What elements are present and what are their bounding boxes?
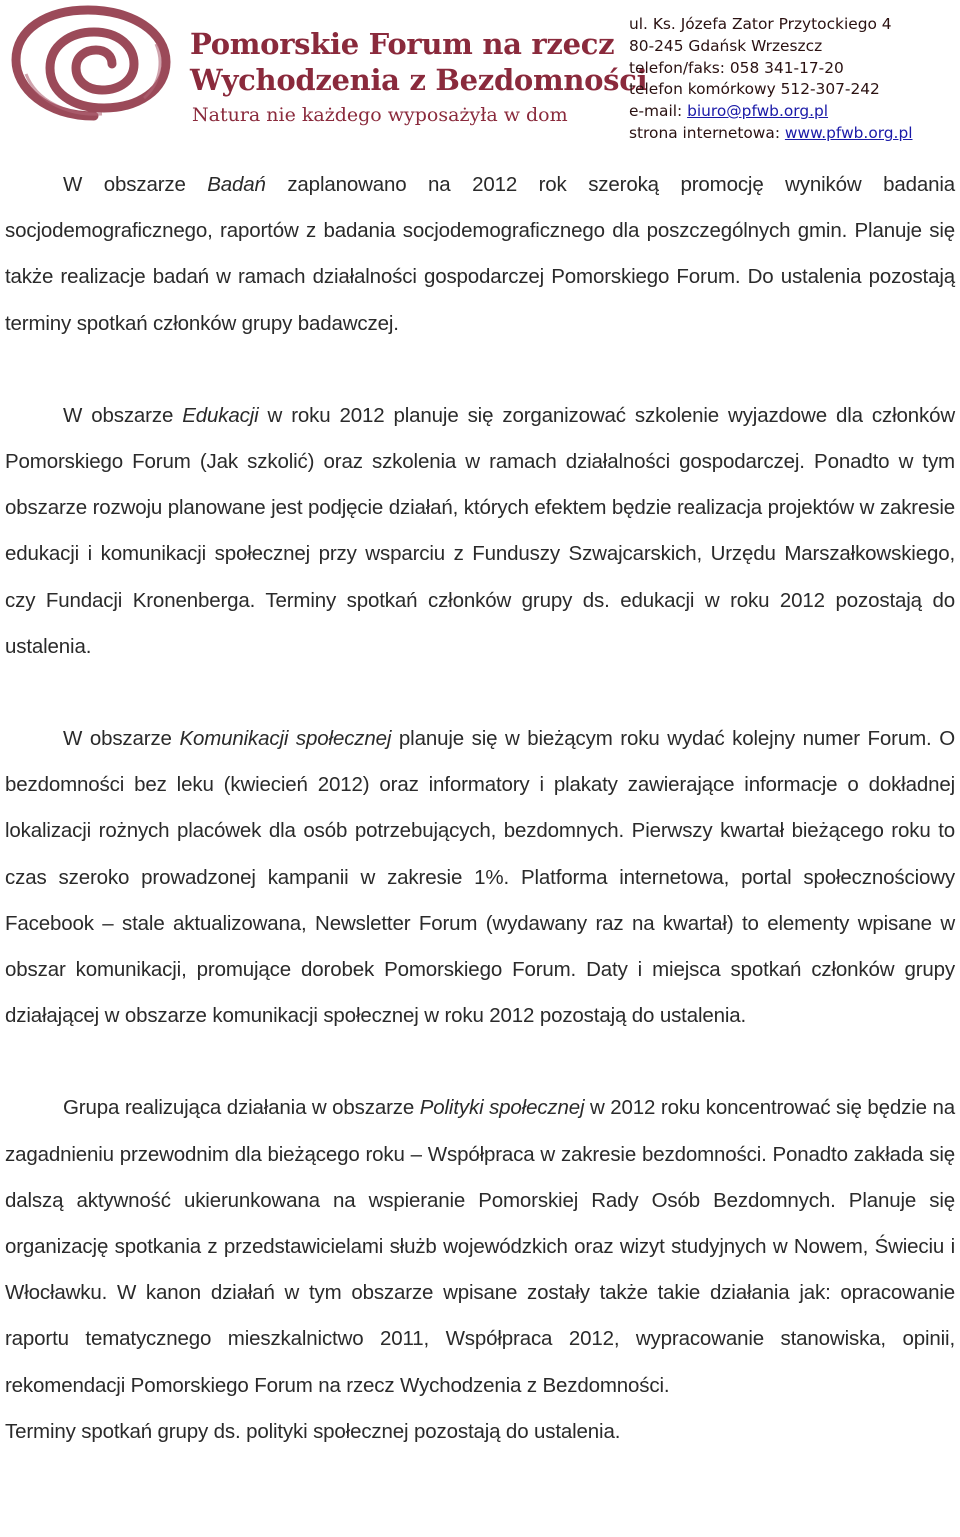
email-label: e-mail: [629, 102, 688, 121]
paragraph-komunikacji-emphasis: Komunikacji społecznej [179, 727, 392, 751]
contact-block [629, 14, 913, 145]
document-body [5, 162, 955, 1455]
paragraph-polityki-text: w 2012 roku koncentrować się będzie na zagadnieniu przewodnim dla bieżącego roku – Współpraca w zakresie bezdomności. Ponadto zakłada się dalszą aktywność ukierunkowana na wspieranie Pomorskiej Rady Osób Bezdomnych. Planuje się organizację spotkania z przedstawicielami służb wojewódzkich oraz wizyt studyjnych w Nowem, Świeciu i Włocławku. W kanon działań w tym obszarze wpisane zostały także takie działania jak: opracowanie raportu tematycznego mieszkalnictwo 2011, Współpraca 2012, wypracowanie stanowiska, opinii, rekomendacji Pomorskiego Forum na rzecz Wychodzenia z Bezdomności. [5, 1096, 955, 1397]
letterhead [0, 0, 960, 150]
contact-phone-fax: telefon/faks: 058 341-17-20 [629, 58, 844, 77]
paragraph-polityki-pre: Grupa realizująca działania w obszarze [63, 1096, 420, 1120]
contact-address: ul. Ks. Józefa Zator Przytockiego 4 [629, 15, 892, 33]
paragraph-komunikacji [5, 716, 955, 1039]
paragraph-badan [5, 162, 955, 347]
contact-mobile: telefon komórkowy 512-307-242 [629, 80, 880, 99]
paragraph-komunikacji-text: planuje się w bieżącym roku wydać kolejny numer Forum. O bezdomności bez leku (kwiecień 2012) oraz informatory i plakaty zawierające informacje o dokładnej lokalizacji rożnych placówek dla osób potrzebujących, bezdomnych. Pierwszy kwartał bieżącego roku to czas szeroko prowadzonej kampanii w zakresie 1%. Platforma internetowa, portal społecznościowy Facebook – stale aktualizowana, Newsletter Forum (wydawany raz na kwartał) to elementy wpisane w obszar komunikacji, promujące dorobek Pomorskiego Forum. Daty i miejsca spotkań członków grupy działającej w obszarze komunikacji społecznej w roku 2012 pozostają do ustalenia. [5, 727, 955, 1028]
paragraph-edukacji-emphasis: Edukacji [182, 403, 259, 427]
org-name-line2: Wychodzenia z Bezdomności [190, 63, 648, 97]
org-name-line1: Pomorskie Forum na rzecz [190, 27, 615, 61]
email-link[interactable]: biuro@pfwb.org.pl [687, 102, 829, 121]
paragraph-gap [5, 1039, 955, 1085]
paragraph-polityki [5, 1085, 955, 1408]
contact-city: 80-245 Gdańsk Wrzeszcz [629, 36, 823, 55]
paragraph-badan-emphasis: Badań [207, 173, 266, 196]
paragraph-polityki-emphasis: Polityki społecznej [419, 1096, 585, 1120]
paragraph-gap [5, 670, 955, 716]
paragraph-edukacji-pre: W obszarze [63, 403, 183, 427]
website-link[interactable]: www.pfwb.org.pl [784, 123, 913, 142]
paragraph-badan-text: zaplanowano na 2012 rok szeroką promocję wyników badania socjodemograficznego, raportów z badania socjodemograficznego dla poszczególnych gmin. Planuje się także realizacje badań w ramach działalności gospodarczej Pomorskiego Forum. Do ustalenia pozostają terminy spotkań członków grupy badawczej. [5, 173, 955, 335]
organization-name [190, 26, 647, 98]
paragraph-badan-pre: W obszarze [63, 173, 208, 196]
organization-tagline: Natura nie każdego wyposażyła w dom [192, 104, 568, 126]
paragraph-polityki-trailer: Terminy spotkań grupy ds. polityki społecznej pozostają do ustalenia. [5, 1419, 621, 1443]
contact-web-row [629, 123, 913, 145]
web-label: strona internetowa: [629, 123, 785, 142]
paragraph-edukacji-text: w roku 2012 planuje się zorganizować szkolenie wyjazdowe dla członków Pomorskiego Forum (Jak szkolić) oraz szkolenia w ramach działalności gospodarczej. Ponadto w tym obszarze rozwoju planowane jest podjęcie działań, których efektem będzie realizacja projektów w zakresie edukacji i komunikacji społecznej przy wsparciu z Funduszy Szwajcarskich, Urzędu Marszałkowskiego, czy Fundacji Kronenberga. Terminy spotkań członków grupy ds. edukacji w roku 2012 pozostają do ustalenia. [5, 403, 955, 658]
contact-email-row [629, 101, 913, 123]
paragraph-komunikacji-pre: W obszarze [63, 727, 180, 751]
spiral-shell-icon [6, 4, 182, 124]
paragraph-edukacji [5, 393, 955, 670]
paragraph-gap [5, 347, 955, 393]
